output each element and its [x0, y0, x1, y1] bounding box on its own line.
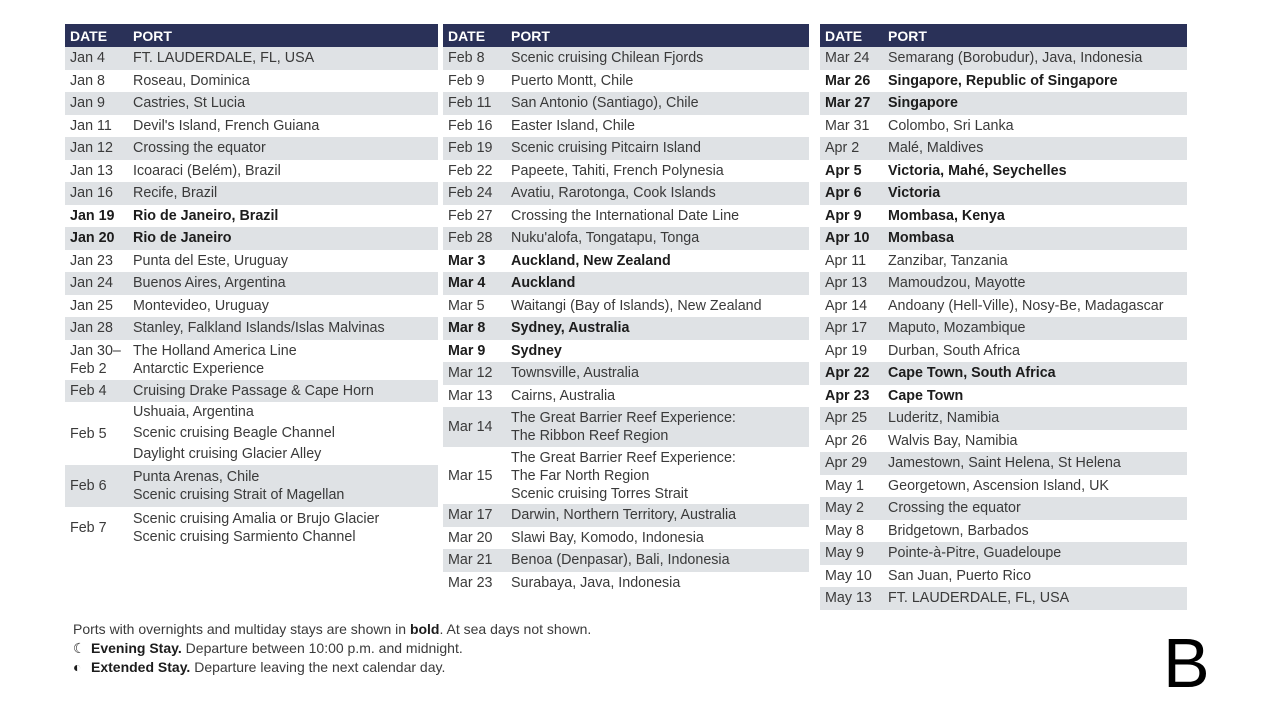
date-cell: Jan 23 [70, 252, 113, 269]
date-cell: Jan 9 [70, 95, 105, 112]
table-row [820, 182, 1187, 205]
date-cell: Mar 4 [448, 275, 486, 292]
date-cell: Apr 6 [825, 185, 862, 202]
date-cell: Apr 17 [825, 320, 868, 337]
table-row [820, 452, 1187, 475]
date-cell: Jan 11 [70, 117, 112, 134]
date-cell: May 2 [825, 500, 864, 517]
port-cell: Cape Town, South Africa [888, 365, 1056, 382]
table-row [820, 407, 1187, 430]
port-cell: Cape Town [888, 387, 964, 404]
legend-bold-note: Ports with overnights and multiday stays are shown in bold. At sea days not shown. [73, 621, 592, 637]
port-cell: Scenic cruising Pitcairn Island [511, 140, 701, 157]
table-row [443, 47, 809, 70]
date-cell: Apr 19 [825, 342, 868, 359]
date-cell: May 10 [825, 567, 872, 584]
table-row [820, 430, 1187, 453]
date-cell: May 8 [825, 522, 864, 539]
legend-evening-stay: ☾ Evening Stay. Departure between 10:00 p.m. and midnight. [73, 640, 463, 656]
table-row [820, 137, 1187, 160]
table-row [443, 137, 809, 160]
date-cell: Mar 26 [825, 72, 871, 89]
date-cell: Mar 14 [448, 419, 493, 435]
table-row [820, 565, 1187, 588]
date-cell: Jan 8 [70, 72, 105, 89]
date-cell: Jan 28 [70, 320, 113, 337]
table-row [443, 504, 809, 527]
port-cell: Mombasa, Kenya [888, 207, 1005, 224]
port-cell: Durban, South Africa [888, 342, 1020, 359]
table-row [443, 572, 809, 595]
table-row [820, 385, 1187, 408]
port-cell: Montevideo, Uruguay [133, 297, 269, 314]
port-cell: Ushuaia, Argentina Scenic cruising Beagle Channel Daylight cruising Glacier Alley [133, 404, 335, 462]
date-cell: Mar 27 [825, 95, 871, 112]
table-row [820, 47, 1187, 70]
port-cell: Cairns, Australia [511, 387, 616, 404]
date-header: DATE [70, 27, 108, 44]
port-cell: San Antonio (Santiago), Chile [511, 95, 699, 112]
table-row [443, 70, 809, 93]
table-header [443, 24, 809, 47]
table-row [65, 70, 438, 93]
port-cell: The Great Barrier Reef Experience: The Far North Region Scenic cruising Torres Strait [511, 449, 736, 502]
legend [73, 620, 591, 677]
table-row [65, 402, 438, 465]
table-row [820, 475, 1187, 498]
date-cell: Feb 9 [448, 72, 485, 89]
table-row [65, 295, 438, 318]
date-cell: Mar 20 [448, 529, 493, 546]
port-cell: Crossing the equator [888, 500, 1021, 517]
table-row [443, 115, 809, 138]
date-cell: Mar 24 [825, 50, 870, 67]
date-cell: Mar 17 [448, 507, 493, 524]
date-cell: Feb 16 [448, 117, 493, 134]
table-row [820, 340, 1187, 363]
itinerary-rows [820, 47, 1187, 610]
port-cell: Nuku'alofa, Tongatapu, Tonga [511, 230, 700, 247]
table-row [65, 380, 438, 403]
port-cell: Auckland [511, 275, 576, 292]
table-row [65, 182, 438, 205]
port-cell: Buenos Aires, Argentina [133, 275, 286, 292]
port-cell: FT. LAUDERDALE, FL, USA [133, 50, 315, 67]
port-cell: Jamestown, Saint Helena, St Helena [888, 455, 1121, 472]
port-cell: Andoany (Hell-Ville), Nosy-Be, Madagascar [888, 297, 1164, 314]
port-cell: Mombasa [888, 230, 954, 247]
date-cell: Apr 5 [825, 162, 862, 179]
table-row [65, 340, 438, 380]
table-row [65, 227, 438, 250]
table-header [65, 24, 438, 47]
port-header: PORT [133, 27, 172, 44]
table-row [820, 115, 1187, 138]
table-row [820, 227, 1187, 250]
port-cell: FT. LAUDERDALE, FL, USA [888, 590, 1070, 607]
port-cell: Surabaya, Java, Indonesia [511, 574, 681, 591]
date-cell: May 1 [825, 477, 864, 494]
port-cell: Colombo, Sri Lanka [888, 117, 1014, 134]
port-cell: Rio de Janeiro [133, 230, 232, 247]
table-row [65, 205, 438, 228]
table-row [443, 160, 809, 183]
itinerary-column-2 [443, 24, 809, 594]
port-cell: Singapore, Republic of Singapore [888, 72, 1118, 89]
port-header: PORT [511, 27, 550, 44]
half-sun-icon: ◐ [73, 659, 82, 675]
date-cell: Mar 21 [448, 552, 493, 569]
itinerary-rows [65, 47, 438, 549]
date-cell: Feb 19 [448, 140, 493, 157]
legend-extended-stay: ◐ Extended Stay. Departure leaving the next calendar day. [73, 659, 446, 675]
port-cell: Stanley, Falkland Islands/Islas Malvinas [133, 320, 385, 337]
port-cell: Zanzibar, Tanzania [888, 252, 1008, 269]
date-cell: Mar 5 [448, 297, 485, 314]
date-cell: Feb 11 [448, 95, 492, 112]
date-cell: Apr 29 [825, 455, 868, 472]
table-row [65, 250, 438, 273]
table-row [820, 272, 1187, 295]
date-cell: Apr 26 [825, 432, 868, 449]
port-cell: Slawi Bay, Komodo, Indonesia [511, 529, 704, 546]
date-cell: Feb 8 [448, 50, 485, 67]
table-row [820, 205, 1187, 228]
itinerary-rows [443, 47, 809, 594]
port-cell: Scenic cruising Amalia or Brujo Glacier Scenic cruising Sarmiento Channel [133, 511, 380, 545]
table-row [443, 92, 809, 115]
table-row [443, 250, 809, 273]
date-cell: Mar 12 [448, 365, 493, 382]
port-cell: Crossing the International Date Line [511, 207, 740, 224]
date-cell: Feb 6 [70, 478, 107, 494]
table-row [820, 70, 1187, 93]
port-cell: Victoria, Mahé, Seychelles [888, 162, 1067, 179]
port-cell: Recife, Brazil [133, 185, 218, 202]
port-cell: The Holland America Line Antarctic Experience [133, 342, 297, 377]
table-row [443, 527, 809, 550]
table-row [65, 47, 438, 70]
table-row [443, 385, 809, 408]
table-row [65, 115, 438, 138]
date-cell: Jan 30– Feb 2 [70, 342, 121, 377]
date-cell: Apr 10 [825, 230, 870, 247]
port-cell: Rio de Janeiro, Brazil [133, 207, 279, 224]
port-cell: Roseau, Dominica [133, 72, 250, 89]
date-cell: Mar 31 [825, 117, 870, 134]
table-row [65, 507, 438, 549]
port-cell: Punta Arenas, Chile Scenic cruising Strait of Magellan [133, 469, 345, 503]
date-cell: Apr 14 [825, 297, 868, 314]
date-cell: Feb 28 [448, 230, 493, 247]
date-cell: Feb 7 [70, 520, 107, 536]
date-cell: Apr 13 [825, 275, 868, 292]
port-cell: Papeete, Tahiti, French Polynesia [511, 162, 724, 179]
table-row [65, 272, 438, 295]
date-cell: Jan 16 [70, 185, 113, 202]
port-cell: Castries, St Lucia [133, 95, 246, 112]
date-cell: Apr 11 [825, 252, 867, 269]
table-row [443, 182, 809, 205]
table-row [820, 250, 1187, 273]
date-cell: Jan 13 [70, 162, 113, 179]
port-cell: Pointe-à-Pitre, Guadeloupe [888, 545, 1062, 562]
date-cell: Mar 13 [448, 387, 493, 404]
date-cell: May 13 [825, 590, 872, 607]
port-cell: Avatiu, Rarotonga, Cook Islands [511, 185, 716, 202]
date-cell: Mar 8 [448, 320, 486, 337]
port-cell: Singapore [888, 95, 958, 112]
port-cell: Maputo, Mozambique [888, 320, 1026, 337]
date-cell: Apr 22 [825, 365, 870, 382]
port-cell: Sydney [511, 342, 562, 359]
port-cell: Townsville, Australia [511, 365, 639, 382]
port-header: PORT [888, 27, 927, 44]
date-cell: May 9 [825, 545, 864, 562]
table-row [820, 317, 1187, 340]
date-cell: Mar 9 [448, 342, 486, 359]
date-cell: Apr 9 [825, 207, 862, 224]
port-cell: Waitangi (Bay of Islands), New Zealand [511, 297, 762, 314]
port-cell: Georgetown, Ascension Island, UK [888, 477, 1109, 494]
port-cell: San Juan, Puerto Rico [888, 567, 1032, 584]
table-row [443, 295, 809, 318]
table-row [443, 447, 809, 504]
table-row [820, 160, 1187, 183]
table-row [820, 362, 1187, 385]
date-header: DATE [825, 27, 863, 44]
port-cell: Semarang (Borobudur), Java, Indonesia [888, 50, 1143, 67]
date-cell: Jan 4 [70, 50, 105, 67]
itinerary-column-1 [65, 24, 438, 549]
corner-label: B [1163, 624, 1210, 702]
port-cell: Bridgetown, Barbados [888, 522, 1029, 539]
date-cell: Jan 24 [70, 275, 113, 292]
port-cell: Walvis Bay, Namibia [888, 432, 1018, 449]
table-row [443, 549, 809, 572]
date-cell: Mar 3 [448, 252, 486, 269]
port-cell: Puerto Montt, Chile [511, 72, 634, 89]
date-cell: Jan 20 [70, 230, 115, 247]
table-row [443, 205, 809, 228]
date-cell: Feb 27 [448, 207, 493, 224]
table-row [820, 587, 1187, 610]
date-cell: Jan 25 [70, 297, 113, 314]
table-row [443, 272, 809, 295]
table-row [443, 340, 809, 363]
table-row [820, 520, 1187, 543]
table-row [443, 407, 809, 447]
table-row [820, 295, 1187, 318]
port-cell: Auckland, New Zealand [511, 252, 671, 269]
port-cell: Cruising Drake Passage & Cape Horn [133, 382, 374, 399]
port-cell: The Great Barrier Reef Experience: The Ribbon Reef Region [511, 410, 736, 444]
date-cell: Feb 4 [70, 382, 107, 399]
date-cell: Apr 23 [825, 387, 870, 404]
port-cell: Scenic cruising Chilean Fjords [511, 50, 704, 67]
date-header: DATE [448, 27, 486, 44]
date-cell: Feb 5 [70, 425, 107, 442]
date-cell: Jan 19 [70, 207, 115, 224]
table-row [820, 542, 1187, 565]
moon-icon: ☾ [73, 640, 86, 656]
port-cell: Luderitz, Namibia [888, 410, 1000, 427]
table-row [65, 92, 438, 115]
table-row [65, 317, 438, 340]
date-cell: Mar 15 [448, 467, 493, 484]
port-cell: Mamoudzou, Mayotte [888, 275, 1026, 292]
table-header [820, 24, 1187, 47]
port-cell: Sydney, Australia [511, 320, 630, 337]
table-row [820, 92, 1187, 115]
date-cell: Mar 23 [448, 574, 493, 591]
port-cell: Punta del Este, Uruguay [133, 252, 288, 269]
table-row [820, 497, 1187, 520]
date-cell: Feb 22 [448, 162, 493, 179]
port-cell: Icoaraci (Belém), Brazil [133, 162, 281, 179]
date-cell: Apr 2 [825, 140, 860, 157]
port-cell: Devil's Island, French Guiana [133, 117, 320, 134]
port-cell: Benoa (Denpasar), Bali, Indonesia [511, 552, 730, 569]
date-cell: Apr 25 [825, 410, 868, 427]
table-row [65, 160, 438, 183]
table-row [443, 227, 809, 250]
date-cell: Jan 12 [70, 140, 113, 157]
port-cell: Easter Island, Chile [511, 117, 635, 134]
table-row [65, 465, 438, 507]
itinerary-column-3 [820, 24, 1187, 610]
port-cell: Victoria [888, 185, 941, 202]
port-cell: Darwin, Northern Territory, Australia [511, 507, 737, 524]
date-cell: Feb 24 [448, 185, 493, 202]
port-cell: Crossing the equator [133, 140, 266, 157]
table-row [443, 362, 809, 385]
table-row [65, 137, 438, 160]
table-row [443, 317, 809, 340]
port-cell: Malé, Maldives [888, 140, 984, 157]
